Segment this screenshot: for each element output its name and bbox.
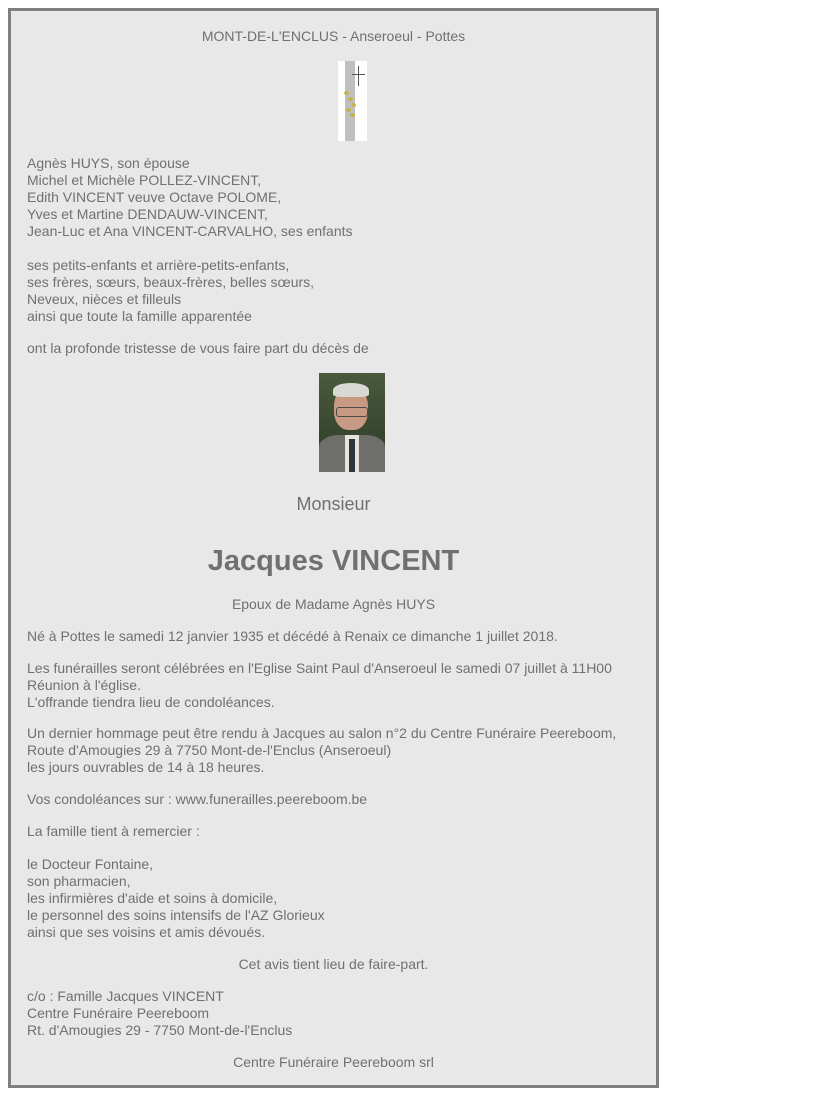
family-line: ses frères, sœurs, beaux-frères, belles sœurs, [27, 274, 315, 290]
thanks-line: le personnel des soins intensifs de l'AZ Glorieux [27, 907, 325, 923]
family-line: Jean-Luc et Ana VINCENT-CARVALHO, ses enfants [27, 223, 353, 239]
location-header: MONT-DE-L'ENCLUS - Anseroeul - Pottes [201, 28, 466, 44]
thanks-intro: La famille tient à remercier : [27, 823, 200, 839]
funeral-line: L'offrande tiendra lieu de condoléances. [27, 694, 275, 710]
deceased-title: Monsieur [296, 494, 371, 514]
funeral-line: Réunion à l'église. [27, 677, 141, 693]
condolences-line: Vos condoléances sur : www.funerailles.peereboom.be [27, 791, 368, 807]
thanks-line: ainsi que ses voisins et amis dévoués. [27, 924, 266, 940]
funeral-line: Les funérailles seront célébrées en l'Eglise Saint Paul d'Anseroeul le samedi 07 juillet à 11H00 [27, 660, 612, 676]
cross-icon [338, 61, 367, 141]
thanks-list [27, 856, 640, 941]
family-line: Agnès HUYS, son épouse [27, 155, 190, 171]
family-list-2 [27, 257, 640, 325]
contact-line: Rt. d'Amougies 29 - 7750 Mont-de-l'Enclus [27, 1022, 293, 1038]
funeral-info [27, 660, 640, 711]
announcement-text: ont la profonde tristesse de vous faire part du décès de [27, 340, 369, 356]
notice-line: Cet avis tient lieu de faire-part. [238, 956, 429, 972]
contact-info [27, 988, 640, 1039]
tribute-line: Route d'Amougies 29 à 7750 Mont-de-l'Enclus (Anseroeul) [27, 742, 392, 758]
family-line: Edith VINCENT veuve Octave POLOME, [27, 189, 282, 205]
thanks-line: les infirmières d'aide et soins à domicile, [27, 890, 278, 906]
thanks-line: son pharmacien, [27, 873, 131, 889]
tribute-line: Un dernier hommage peut être rendu à Jacques au salon n°2 du Centre Funéraire Peereboom, [27, 725, 617, 741]
family-line: Neveux, nièces et filleuls [27, 291, 182, 307]
obituary-card [8, 8, 659, 1088]
thanks-line: le Docteur Fontaine, [27, 856, 154, 872]
contact-line: Centre Funéraire Peereboom [27, 1005, 210, 1021]
tribute-info [27, 725, 640, 776]
contact-line: c/o : Famille Jacques VINCENT [27, 988, 224, 1004]
family-list-1 [27, 155, 640, 240]
family-line: ses petits-enfants et arrière-petits-enfants, [27, 257, 290, 273]
family-line: Yves et Martine DENDAUW-VINCENT, [27, 206, 268, 222]
deceased-name: Jacques VINCENT [207, 545, 460, 577]
family-line: Michel et Michèle POLLEZ-VINCENT, [27, 172, 262, 188]
spouse-line: Epoux de Madame Agnès HUYS [231, 596, 436, 612]
family-line: ainsi que toute la famille apparentée [27, 308, 252, 324]
birth-death-line: Né à Pottes le samedi 12 janvier 1935 et décédé à Renaix ce dimanche 1 juillet 2018. [27, 628, 558, 644]
deceased-portrait [319, 373, 385, 472]
tribute-line: les jours ouvrables de 14 à 18 heures. [27, 759, 265, 775]
footer-line: Centre Funéraire Peereboom srl [233, 1054, 434, 1070]
